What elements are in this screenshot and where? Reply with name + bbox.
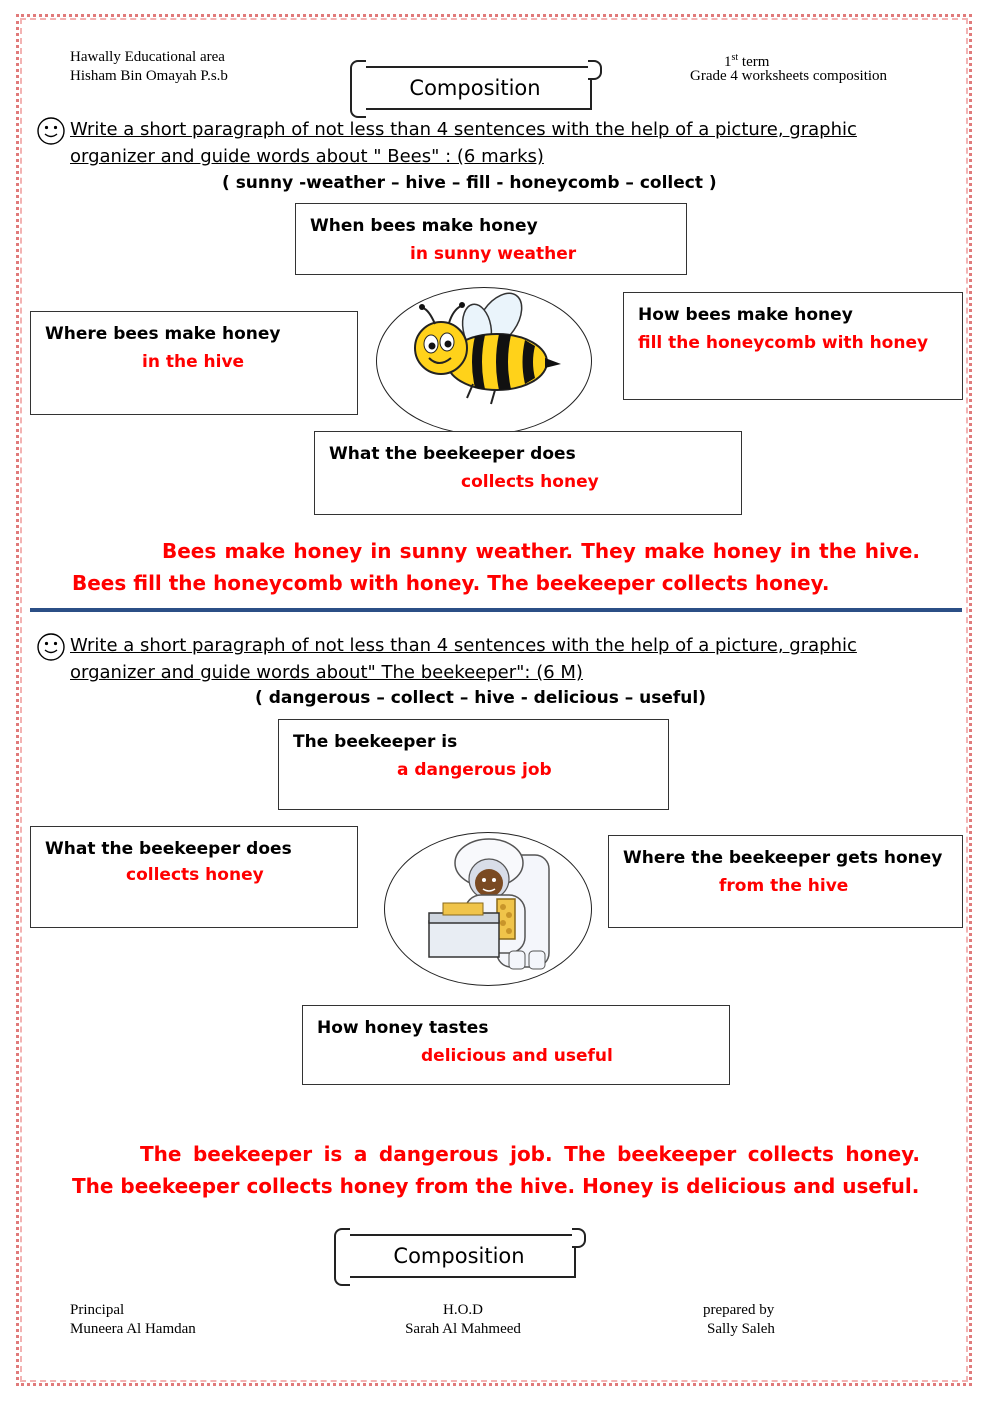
- hod-signature: [398, 1301, 528, 1339]
- box-question: When bees make honey: [310, 216, 538, 236]
- bee-picture-frame: [376, 287, 592, 435]
- paragraph-2-text: The beekeeper is a dangerous job. The beekeeper collects honey. The beekeeper collects honey from the hive. Honey is delicious and useful.: [72, 1142, 920, 1198]
- box-question: What the beekeeper does: [329, 444, 576, 464]
- paragraph-1: [72, 535, 920, 599]
- box-question: Where the beekeeper gets honey: [623, 848, 943, 868]
- school-info: [70, 48, 228, 86]
- composition-banner: [358, 66, 592, 110]
- term-number: 1: [724, 54, 732, 70]
- smiley-icon: [36, 116, 66, 146]
- smiley-icon: [36, 632, 66, 662]
- prepared-title: prepared by: [703, 1302, 775, 1318]
- paragraph-1-text: Bees make honey in sunny weather. They make honey in the hive. Bees fill the honeycomb with honey. The beekeeper collects honey.: [72, 539, 920, 595]
- organizer-box-honey-tastes: [302, 1005, 730, 1085]
- box-question: How honey tastes: [317, 1018, 489, 1038]
- term-word: term: [741, 54, 770, 70]
- principal-signature: [70, 1301, 196, 1339]
- box-question: What the beekeeper does: [45, 839, 292, 859]
- instruction-1-line2: organizer and guide words about " Bees" : (6 marks): [70, 146, 544, 167]
- box-answer: delicious and useful: [421, 1046, 613, 1066]
- instruction-2-line1: Write a short paragraph of not less than 4 sentences with the help of a picture, graphic: [70, 635, 857, 656]
- instruction-2: [70, 632, 857, 686]
- paragraph-2: [72, 1138, 920, 1202]
- section-divider: [30, 608, 962, 612]
- box-question: The beekeeper is: [293, 732, 458, 752]
- box-answer: from the hive: [719, 876, 849, 896]
- prepared-by: [703, 1301, 775, 1339]
- organizer-box-beekeeper: [314, 431, 742, 515]
- school-name: Hisham Bin Omayah P.s.b: [70, 68, 228, 84]
- organizer-box-beekeeper-where: [608, 835, 963, 928]
- principal-name: Muneera Al Hamdan: [70, 1321, 196, 1337]
- organizer-box-how: [623, 292, 963, 400]
- box-question: How bees make honey: [638, 305, 853, 325]
- box-answer: in sunny weather: [410, 244, 577, 264]
- organizer-box-when: [295, 203, 687, 275]
- banner-text: Composition: [393, 1244, 525, 1268]
- organizer-box-where: [30, 311, 358, 415]
- box-answer: collects honey: [126, 865, 264, 885]
- box-answer: a dangerous job: [397, 760, 552, 780]
- instruction-1: [70, 116, 857, 170]
- banner-text: Composition: [409, 76, 541, 100]
- box-answer: fill the honeycomb with honey: [638, 333, 929, 353]
- grade-info: Grade 4 worksheets composition: [690, 68, 888, 84]
- guide-words-1: ( sunny -weather – hive – fill - honeycomb – collect ): [222, 173, 717, 193]
- organizer-box-beekeeper-is: [278, 719, 669, 810]
- beekeeper-picture-frame: [384, 832, 592, 986]
- organizer-box-beekeeper-does: [30, 826, 358, 928]
- hod-name: Sarah Al Mahmeed: [405, 1321, 521, 1337]
- hod-title: H.O.D: [443, 1302, 483, 1318]
- area-name: Hawally Educational area: [70, 49, 225, 65]
- beekeeper-icon: [385, 833, 593, 987]
- box-answer: collects honey: [461, 472, 599, 492]
- composition-banner-footer: [342, 1234, 576, 1278]
- bee-icon: [377, 288, 593, 436]
- principal-title: Principal: [70, 1302, 125, 1318]
- term-suffix: st: [731, 52, 739, 63]
- instruction-1-line1: Write a short paragraph of not less than 4 sentences with the help of a picture, graphic: [70, 119, 857, 140]
- guide-words-2: ( dangerous – collect – hive - delicious – useful): [255, 688, 707, 708]
- instruction-2-line2: organizer and guide words about" The beekeeper": (6 M): [70, 662, 583, 683]
- box-answer: in the hive: [142, 352, 245, 372]
- prepared-name: Sally Saleh: [707, 1321, 775, 1337]
- box-question: Where bees make honey: [45, 324, 281, 344]
